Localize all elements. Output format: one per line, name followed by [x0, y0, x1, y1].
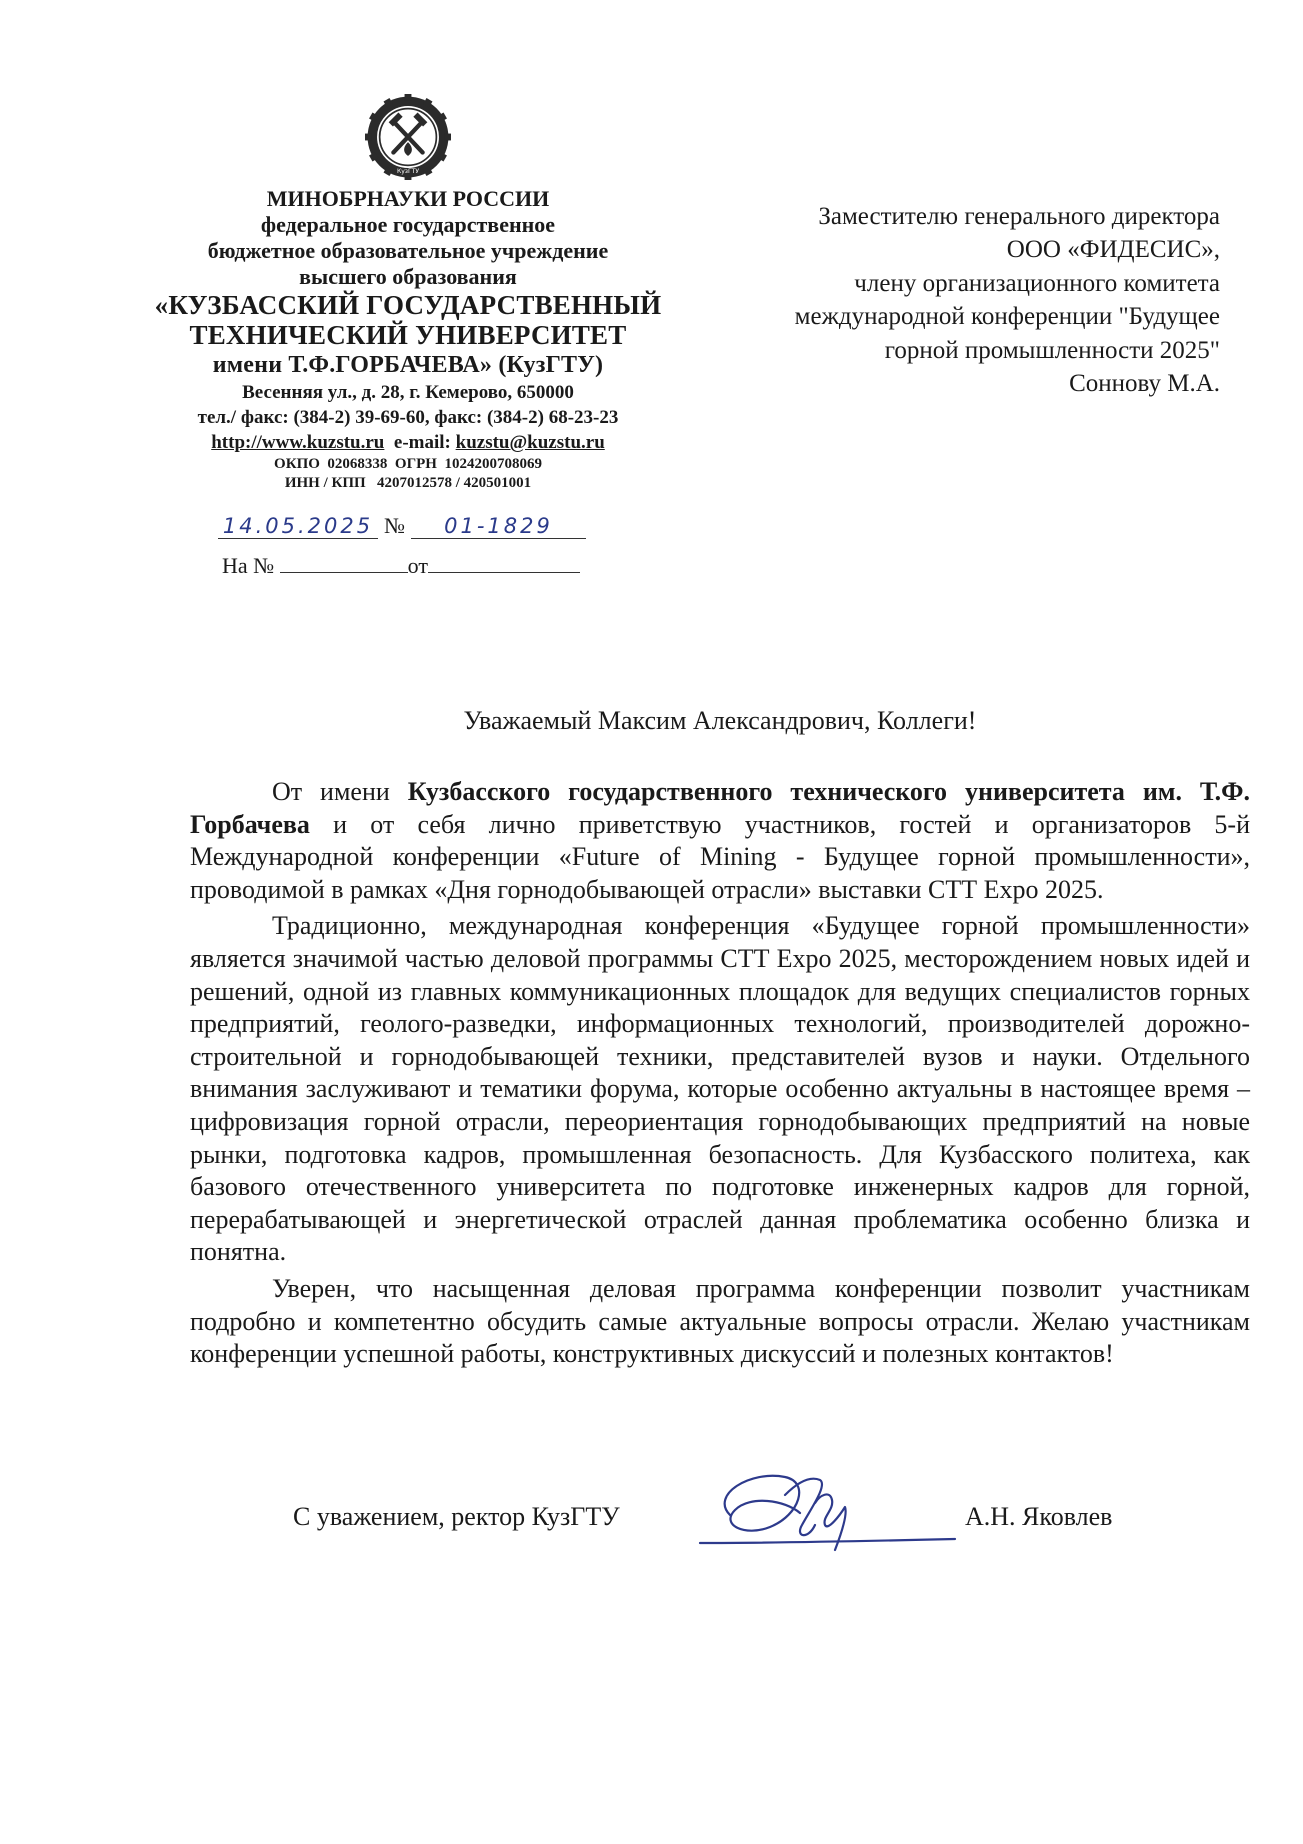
letterhead-line-3: высшего образования — [299, 264, 517, 289]
university-contacts — [130, 430, 686, 455]
paragraph-3: Уверен, что насыщенная деловая программа конференции позволит участникам подробно и компетентно обсудить самые актуальные вопросы отрасли. Желаю участникам конференции успешной работы, конструктивных дискуссий и полезных контактов! — [190, 1273, 1250, 1369]
university-codes-2: ИНН / КПП 4207012578 / 420501001 — [284, 475, 532, 491]
university-name-3: имени Т.Ф.ГОРБАЧЕВА» (КузГТУ) — [212, 352, 604, 378]
addressee-line-6: Соннову М.А. — [1069, 370, 1220, 398]
letterhead-line-1: федеральное государственное — [260, 212, 556, 237]
paragraph-2: Традиционно, международная конференция «Будущее горной промышленности» является значимой частью деловой программы СТТ Expo 2025, месторождением новых идей и решений, одной из главных коммуникационных площадок для ведущих специалистов горных предприятий, геолого-разведки, информационных технологий, производителей дорожно-строительной и горнодобывающей техники, представителей вузов и науки. Отдельного внимания заслуживают и тематики форума, которые особенно актуальны в настоящее время – цифровизация горной отрасли, переориентация горнодобывающих предприятий на новые рынки, подготовка кадров, промышленная безопасность. Для Кузбасского политеха, как базового отечественного университета по подготовке инженерных кадров для горной, перерабатывающей и энергетической отраслей данная проблематика особенно близка и понятна. — [190, 911, 1250, 1267]
university-name-1: «КУЗБАССКИЙ ГОСУДАРСТВЕННЫЙ — [154, 290, 662, 320]
email-link[interactable]: kuzstu@kuzstu.ru — [455, 432, 605, 453]
signer-name: А.Н. Яковлев — [965, 1502, 1113, 1531]
addressee-line-3: члену организационного комитета — [854, 269, 1220, 297]
university-name-2: ТЕХНИЧЕСКИЙ УНИВЕРСИТЕТ — [189, 320, 627, 350]
paragraph-1-end: и от себя лично приветствую участников, гостей и организаторов 5-й Международной конференции «Future of Mining - Будущее горной промышленности», проводимой в рамках «Дня горнодобывающей отрасли» выставки СТТ Expo 2025. — [190, 809, 1250, 904]
paragraph-1-university: Кузбасского государственного технического университета им. Т.Ф. Горбачева — [190, 777, 1250, 839]
emblem-caption: КузГТУ — [396, 168, 420, 176]
paragraph-1-start: От имени — [272, 777, 408, 806]
registration-date: 14.05.2025 — [218, 514, 378, 539]
website-link[interactable]: http://www.kuzstu.ru — [211, 432, 385, 453]
university-phone: тел./ факс: (384-2) 39-69-60, факс: (384-2) 68-23-23 — [197, 407, 619, 428]
reference-label: На № — [222, 553, 275, 578]
closing-phrase: С уважением, ректор КузГТУ — [293, 1502, 620, 1531]
addressee-line-5: горной промышленности 2025" — [884, 336, 1220, 364]
addressee-line-1: Заместителю генерального директора — [818, 203, 1220, 230]
addressee-line-4: международной конференции "Будущее — [794, 303, 1220, 331]
addressee-line-2: ООО «ФИДЕСИС», — [1006, 236, 1220, 264]
reference-from-label: от — [407, 553, 428, 578]
registration-line — [218, 513, 586, 539]
letterhead-ministry: МИНОБРНАУКИ РОССИИ — [266, 186, 550, 211]
registration-number: 01-1829 — [411, 514, 586, 539]
university-codes-1: ОКПО 02068338 ОГРН 1024200708069 — [274, 456, 542, 472]
handwritten-signature-icon — [690, 1455, 960, 1560]
paragraph-1 — [190, 776, 1250, 906]
letter-body — [190, 776, 1250, 1375]
reference-line — [222, 552, 580, 579]
salutation: Уважаемый Максим Александрович, Коллеги! — [463, 706, 977, 735]
number-sign: № — [384, 513, 405, 538]
university-emblem-icon — [365, 94, 451, 180]
email-label: e-mail: — [384, 432, 456, 453]
letterhead — [130, 186, 686, 493]
letterhead-line-2: бюджетное образовательное учреждение — [207, 238, 609, 263]
university-address: Весенняя ул., д. 28, г. Кемерово, 650000 — [242, 382, 574, 403]
addressee-block — [700, 200, 1220, 400]
reference-number-blank — [280, 552, 408, 573]
reference-date-blank — [428, 552, 580, 573]
